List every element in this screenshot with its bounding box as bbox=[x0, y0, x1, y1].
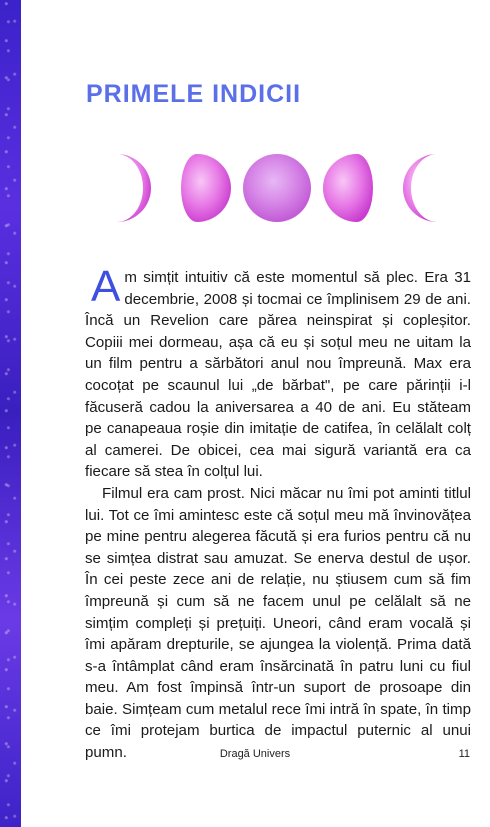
chapter-title: PRIMELE INDICII bbox=[86, 80, 302, 108]
full-moon-icon bbox=[243, 154, 311, 222]
decorative-side-band bbox=[0, 0, 21, 827]
moon-phases-decoration bbox=[95, 152, 460, 224]
waning-gibbous-moon-icon bbox=[181, 154, 231, 222]
chapter-body bbox=[85, 262, 471, 764]
drop-cap: A bbox=[91, 262, 121, 311]
waning-crescent-moon-icon bbox=[117, 154, 151, 222]
running-footer-title: Dragă Univers bbox=[219, 748, 291, 760]
page-number: 11 bbox=[458, 748, 470, 760]
paragraph-1-text: m simțit intuitiv că este momentul să plec. Era 31 decembrie, 2008 și tocmai ce împlinisem 29 de ani. Încă un Revelion care părea neinspirat și copleșitor. Copiii mei dormeau, așa că eu și soțul meu ne uitam la un film pentru a sărbători anul nou împreună. Max era cocoțat pe scaunul lui „de bărbat", pe care părinții i-l făcuseră cadou la aniversarea a 40 de ani. Eu stăteam pe canapeaua roșie din imitație de catifea, în celălalt colț al camerei. De obicei, cea mai sigură variantă era ca fiecare să stea în colțul lui. bbox=[85, 269, 471, 481]
paragraph-1 bbox=[85, 262, 471, 483]
paragraph-2: Filmul era cam prost. Nici măcar nu îmi pot aminti titlul lui. Tot ce îmi amintesc este că soțul meu mă învinovățea pe mine pentru alegerea făcută și era furios pentru că nu se simțea distrat sau amuzat. Se enerva destul de ușor. În cei peste zece ani de relație, nu știusem cum să fim împreună și cum să ne facem unul pe celălalt să ne simțim compleți și prețuiți. Uneori, când eram vocală și îmi apăram drepturile, se ajungea la violență. Prima dată s-a întâmplat când eram însărcinată în patru luni cu fiul meu. Am fost împinsă într-un suport de prosoape din baie. Simțeam cum metalul rece îmi intră în spate, în timp ce îmi protejam burtica de impactul puternic al unui pumn. bbox=[85, 484, 471, 762]
waxing-gibbous-moon-icon bbox=[323, 154, 373, 222]
waxing-crescent-moon-icon bbox=[403, 154, 437, 222]
